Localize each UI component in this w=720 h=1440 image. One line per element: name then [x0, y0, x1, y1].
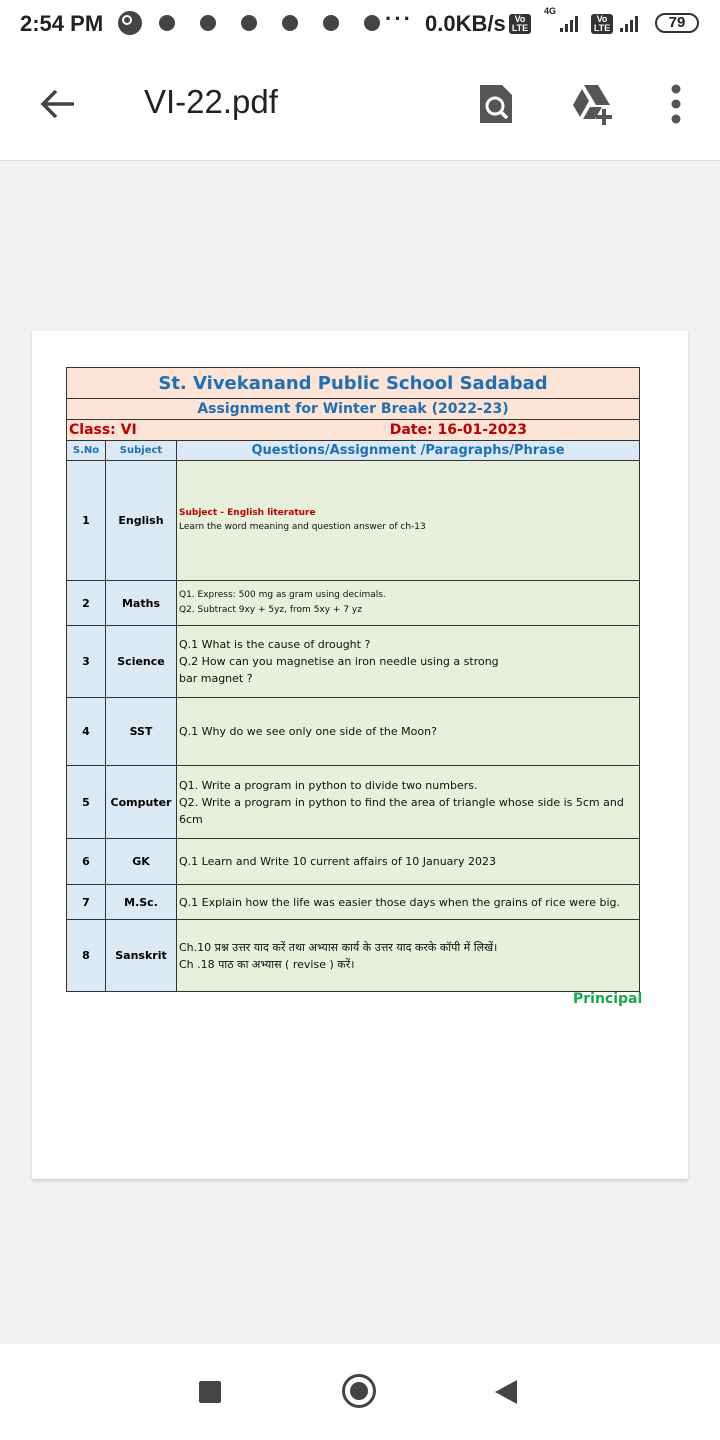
question-line: Subject - English literature: [179, 508, 316, 518]
more-notifications-indicator: ···: [385, 6, 413, 31]
row-questions: [177, 766, 640, 839]
row-subject: M.Sc.: [106, 885, 177, 920]
navigation-bar: [0, 1344, 720, 1440]
volte-icon: Vo LTE: [509, 14, 531, 34]
row-questions: [177, 885, 640, 920]
row-sno: 7: [67, 885, 106, 920]
row-sno: 4: [67, 698, 106, 766]
assignment-table: [66, 367, 640, 992]
table-row: [67, 885, 640, 920]
row-questions: [177, 461, 640, 581]
table-row: [67, 461, 640, 581]
header-questions: Questions/Assignment /Paragraphs/Phrase: [177, 441, 640, 461]
row-subject: English: [106, 461, 177, 581]
notification-icon: [200, 15, 216, 31]
status-time: 2:54 PM: [20, 11, 104, 36]
table-row: [67, 626, 640, 698]
date-label: Date: 16-01-2023: [389, 422, 528, 438]
question-line: Q.2 How can you magnetise an iron needle using a strong: [179, 655, 499, 668]
back-arrow-icon[interactable]: [36, 82, 80, 126]
network-type: 4G: [544, 6, 557, 16]
table-row: [67, 920, 640, 992]
table-row: [67, 839, 640, 885]
row-questions: [177, 581, 640, 626]
notification-icon: [282, 15, 298, 31]
row-subject: SST: [106, 698, 177, 766]
app-bar: [0, 48, 720, 161]
question-line: Q.1 Learn and Write 10 current affairs of 10 January 2023: [179, 855, 496, 868]
question-line: 6cm: [179, 812, 203, 826]
row-questions: [177, 698, 640, 766]
row-sno: 2: [67, 581, 106, 626]
battery-icon: 79: [655, 13, 699, 33]
row-subject: Maths: [106, 581, 177, 626]
pdf-page[interactable]: [32, 331, 688, 1179]
notification-icon: [159, 15, 175, 31]
app-notification-icon: [118, 11, 142, 35]
volte-icon-2: Vo LTE: [591, 14, 613, 34]
notification-icon: [323, 15, 339, 31]
row-subject: GK: [106, 839, 177, 885]
back-icon[interactable]: [495, 1380, 517, 1404]
status-bar: [0, 0, 720, 48]
notification-icon: [364, 15, 380, 31]
row-questions: [177, 839, 640, 885]
signal-icon-2: [620, 16, 638, 32]
row-sno: 5: [67, 766, 106, 839]
table-row: [67, 581, 640, 626]
question-line: Q2. Subtract 9xy + 5yz, from 5xy + 7 yz: [179, 605, 362, 615]
notification-icon: [241, 15, 257, 31]
network-speed: 0.0KB/s: [425, 11, 506, 36]
document-title: VI-22.pdf: [144, 83, 278, 120]
row-subject: Sanskrit: [106, 920, 177, 992]
question-line: Learn the word meaning and question answer of ch-13: [179, 522, 426, 532]
class-label: Class: VI: [69, 422, 137, 438]
home-icon[interactable]: [342, 1374, 376, 1408]
question-line: Q2. Write a program in python to find the area of triangle whose side is 5cm and: [179, 795, 624, 809]
question-line: Ch .18 पाठ का अभ्यास ( revise ) करें।: [179, 957, 355, 971]
recent-apps-icon[interactable]: [199, 1381, 221, 1403]
question-line: Q1. Express: 500 mg as gram using decimals.: [179, 590, 386, 600]
question-line: Q1. Write a program in python to divide two numbers.: [179, 778, 478, 792]
header-sno: S.No: [67, 441, 106, 461]
signature-label: Principal: [573, 991, 643, 1007]
row-subject: Science: [106, 626, 177, 698]
question-line: bar magnet ?: [179, 672, 253, 685]
row-sno: 8: [67, 920, 106, 992]
question-line: Ch.10 प्रश्न उत्तर याद करें तथा अभ्यास कार्य के उत्तर याद करके कॉपी में लिखें।: [179, 940, 498, 954]
row-sno: 3: [67, 626, 106, 698]
more-vert-icon[interactable]: [664, 82, 688, 126]
school-name: St. Vivekanand Public School Sadabad: [67, 368, 640, 399]
row-sno: 1: [67, 461, 106, 581]
search-document-icon[interactable]: [476, 81, 516, 127]
signal-icon: [560, 16, 578, 32]
question-line: Q.1 Explain how the life was easier those days when the grains of rice were big.: [179, 895, 620, 909]
drive-add-icon[interactable]: [570, 81, 618, 127]
table-row: [67, 698, 640, 766]
row-sno: 6: [67, 839, 106, 885]
assignment-title: Assignment for Winter Break (2022-23): [67, 399, 640, 420]
row-questions: [177, 626, 640, 698]
row-questions: [177, 920, 640, 992]
header-subject: Subject: [106, 441, 177, 461]
row-subject: Computer: [106, 766, 177, 839]
question-line: Q.1 Why do we see only one side of the Moon?: [179, 725, 437, 738]
table-row: [67, 766, 640, 839]
class-date-row: [67, 420, 640, 441]
question-line: Q.1 What is the cause of drought ?: [179, 638, 371, 651]
notification-icons: [118, 11, 388, 35]
